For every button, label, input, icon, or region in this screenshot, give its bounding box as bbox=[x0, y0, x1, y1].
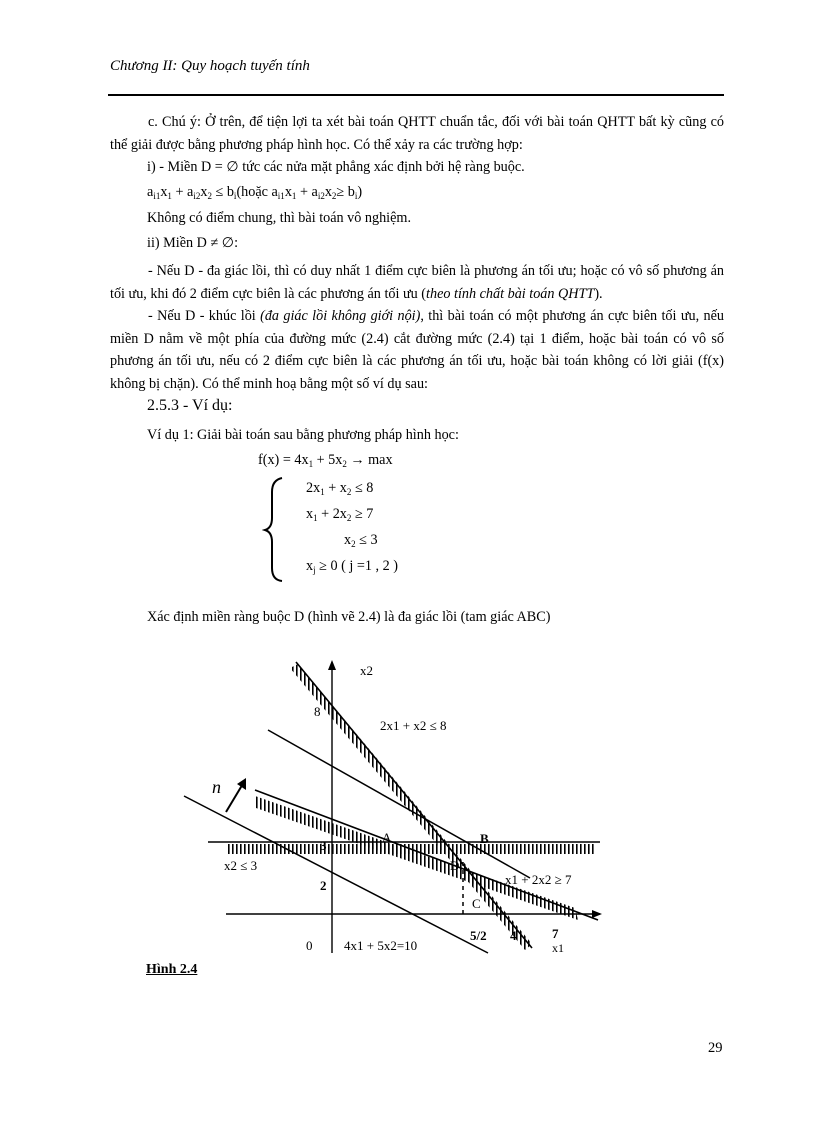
label-x2: x2 bbox=[360, 663, 373, 678]
label-0: 0 bbox=[306, 938, 313, 953]
label-line2: x1 + 2x2 ≥ 7 bbox=[505, 872, 572, 887]
hatch-line1 bbox=[290, 664, 532, 950]
label-x1: x1 bbox=[552, 941, 564, 955]
label-2: 2 bbox=[320, 878, 327, 893]
page-number: 29 bbox=[708, 1040, 723, 1056]
figure-2-4 bbox=[160, 648, 610, 958]
label-B: B bbox=[480, 831, 489, 846]
case-polygon: - Nếu D - đa giác lồi, thì có duy nhất 1 điểm cực biên là phương án tối ưu; hoặc có vô số phương án tối ưu, khi đó 2 điểm cực biên là các phương án tối ưu (theo tính chất bài toán QHTT). bbox=[110, 263, 724, 302]
objective: $f(x) = 4x_1 + 5x_2 \to \max$ bbox=[258, 452, 393, 469]
label-C: C bbox=[472, 896, 481, 911]
chapter-header: Chương II: Quy hoạch tuyến tính bbox=[110, 58, 310, 74]
y-arrow bbox=[328, 660, 336, 670]
example-title: Ví dụ 1: Giải bài toán sau bằng phương pháp hình học: bbox=[147, 427, 459, 443]
constraint-4: $x_j \ge 0$ ( j =1 , 2 ) bbox=[306, 558, 398, 575]
level-line bbox=[184, 796, 488, 953]
label-level: 4x1 + 5x2=10 bbox=[344, 938, 418, 953]
case-i-inequality: $a_{i1}x_1 + a_{i2}x_2$ ≤ $b_i(hoặc$ $a_{i1}x_1 + a_{i2}x_2\ge b_i$) bbox=[147, 184, 363, 201]
label-8: 8 bbox=[314, 704, 321, 719]
label-7: 7 bbox=[552, 926, 559, 941]
case-unbounded: - Nếu D - khúc lồi (đa giác lồi không giới nội), thì bài toán có một phương án cực biên tối ưu, nếu miền D nằm về một phía của đường mức (2.4) cắt đường mức (2.4) tại 1 điểm, hoặc bài toán có vô số phương án tối ưu, nếu có 2 điểm cực biên là các phương án tối ưu, hoặc bài toán không có lời giải (f(x) không bị chặn). Có thể minh hoạ bằng một số ví dụ sau: bbox=[110, 308, 724, 392]
note-intro: c. Chú ý: Ở trên, để tiện lợi ta xét bài toán QHTT chuẩn tắc, đối với bài toán QHTT bất kỳ cũng có thể giải được bằng phương pháp hình học. Có thể xảy ra các trường hợp: bbox=[110, 114, 724, 153]
label-D: D bbox=[450, 858, 460, 873]
header-rule bbox=[108, 94, 724, 96]
case-ii: ii) Miền D ≠ ∅: bbox=[147, 235, 239, 251]
constraint-2: $x_1 + 2x_2 \ge 7$ bbox=[306, 506, 374, 523]
label-line3: x2 ≤ 3 bbox=[224, 858, 258, 873]
no-common: Không có điểm chung, thì bài toán vô nghiệm. bbox=[147, 210, 411, 226]
constraint-1: $2x_1 + x_2 \le 8$ bbox=[306, 480, 374, 497]
line2 bbox=[255, 790, 598, 920]
x-arrow bbox=[592, 910, 602, 918]
label-line1: 2x1 + x2 ≤ 8 bbox=[380, 718, 447, 733]
label-4: 4 bbox=[510, 928, 517, 943]
label-5-2: 5/2 bbox=[470, 928, 487, 943]
brace-icon bbox=[262, 474, 286, 584]
label-A: A bbox=[382, 830, 392, 845]
label-3: 3 bbox=[320, 838, 327, 853]
figure-caption: Hình 2.4 bbox=[146, 962, 198, 977]
constraint-3: $x_2 \le 3$ bbox=[344, 532, 378, 549]
case-i: i) - Miền D = ∅ tức các nửa mặt phẳng xác định bởi hệ ràng buộc. bbox=[147, 159, 525, 175]
ineq-x: x bbox=[284, 184, 292, 200]
ineq-a: a bbox=[147, 184, 154, 200]
label-n: n bbox=[212, 777, 221, 797]
section-title: 2.5.3 - Ví dụ: bbox=[147, 397, 233, 414]
n-arrow-icon bbox=[237, 778, 246, 790]
domain-text: Xác định miền ràng buộc D (hình vẽ 2.4) là đa giác lồi (tam giác ABC) bbox=[147, 609, 551, 625]
